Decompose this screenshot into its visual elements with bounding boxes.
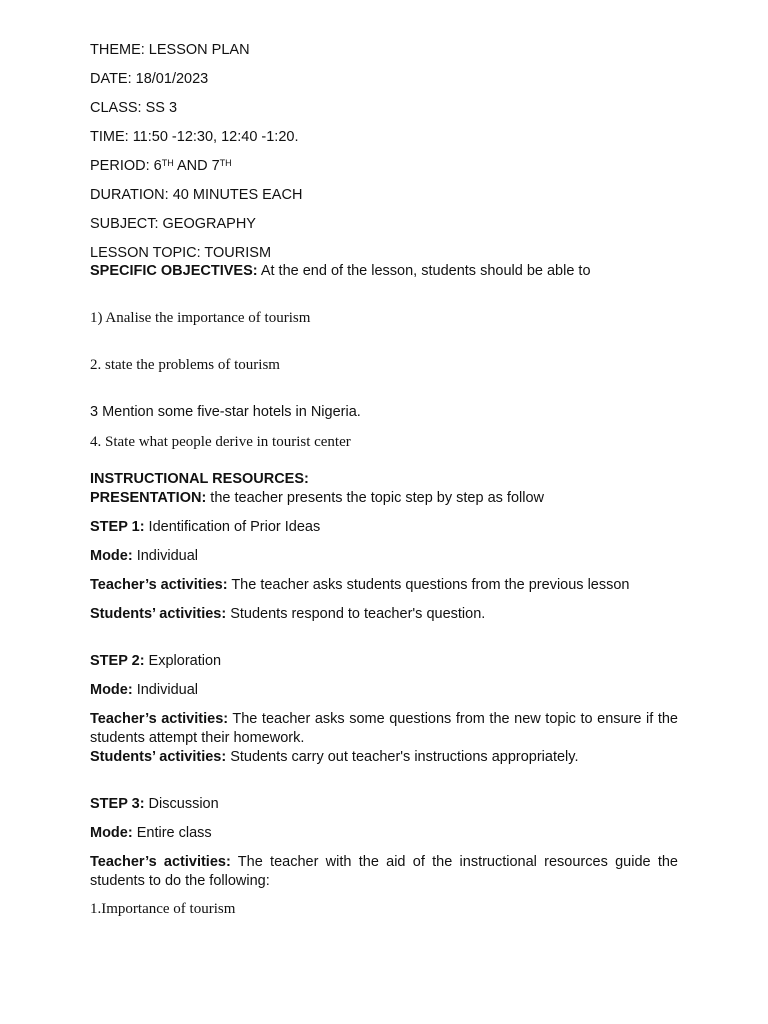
step3-mode: [90, 824, 212, 843]
step2-teacher-label: Teacher’s activities:: [90, 711, 229, 727]
step1-mode-label: Mode:: [90, 548, 133, 564]
step2-mode-value: Individual: [132, 682, 198, 698]
step1-title: Identification of Prior Ideas: [144, 519, 321, 535]
time-line: TIME: 11:50 -12:30, 12:40 -1:20.: [90, 129, 299, 145]
step3-item-1: 1.Importance of tourism: [90, 901, 236, 917]
objectives-line: [90, 262, 591, 281]
period-superscript: TH: [161, 158, 174, 168]
presentation-line: [90, 489, 544, 508]
presentation-text: the teacher presents the topic step by step as follow: [206, 490, 545, 506]
objectives-label: SPECIFIC OBJECTIVES:: [90, 263, 258, 279]
duration-line: DURATION: 40 MINUTES EACH: [90, 187, 303, 203]
step1-mode: [90, 547, 198, 566]
step1-mode-value: Individual: [132, 548, 198, 564]
theme-heading: THEME: LESSON PLAN: [90, 42, 250, 58]
step3-teacher-activities: [90, 853, 678, 891]
step3-mode-value: Entire class: [132, 825, 212, 841]
step3-title: Discussion: [144, 796, 219, 812]
objectives-text: At the end of the lesson, students should be able to: [257, 263, 591, 279]
step2-label: STEP 2:: [90, 653, 145, 669]
step1-students-text: Students respond to teacher's question.: [226, 606, 486, 622]
step2-mode: [90, 681, 198, 700]
objective-item-2: 2. state the problems of tourism: [90, 357, 280, 373]
step1-teacher-activities: [90, 576, 629, 595]
step2-title: Exploration: [144, 653, 222, 669]
objective-item-3: 3 Mention some five-star hotels in Nigeria.: [90, 404, 361, 420]
step2-mode-label: Mode:: [90, 682, 133, 698]
step1-heading: [90, 518, 320, 537]
class-line: CLASS: SS 3: [90, 100, 178, 116]
period-superscript-2: TH: [219, 158, 232, 168]
step2-teacher-activities: [90, 710, 678, 748]
step1-teacher-label: Teacher’s activities:: [90, 577, 228, 593]
date-line: DATE: 18/01/2023: [90, 71, 209, 87]
step2-students-text: Students carry out teacher's instructions appropriately.: [226, 749, 579, 765]
lesson-topic-line: LESSON TOPIC: TOURISM: [90, 245, 272, 261]
step3-heading: [90, 795, 219, 814]
period-text: PERIOD: 6: [90, 158, 162, 174]
subject-line: SUBJECT: GEOGRAPHY: [90, 216, 256, 232]
step1-label: STEP 1:: [90, 519, 145, 535]
period-text-mid: AND 7: [173, 158, 220, 174]
period-line: [90, 157, 232, 176]
step3-teacher-text: The teacher with the aid of the instructional resources guide the students to do the following:: [90, 854, 678, 889]
step1-students-activities: [90, 605, 485, 624]
step1-students-label: Students’ activities:: [90, 606, 227, 622]
step3-teacher-label: Teacher’s activities:: [90, 854, 231, 870]
step3-mode-label: Mode:: [90, 825, 133, 841]
objective-item-1: 1) Analise the importance of tourism: [90, 310, 311, 326]
step1-teacher-text: The teacher asks students questions from the previous lesson: [227, 577, 630, 593]
step2-students-activities: [90, 748, 578, 767]
step2-students-label: Students’ activities:: [90, 749, 227, 765]
objective-item-4: 4. State what people derive in tourist center: [90, 434, 351, 450]
resources-heading: INSTRUCTIONAL RESOURCES:: [90, 471, 309, 487]
step2-teacher-text: The teacher asks some questions from the new topic to ensure if the students attempt their homework.: [90, 711, 678, 746]
step2-heading: [90, 652, 221, 671]
step3-label: STEP 3:: [90, 796, 145, 812]
presentation-label: PRESENTATION:: [90, 490, 207, 506]
